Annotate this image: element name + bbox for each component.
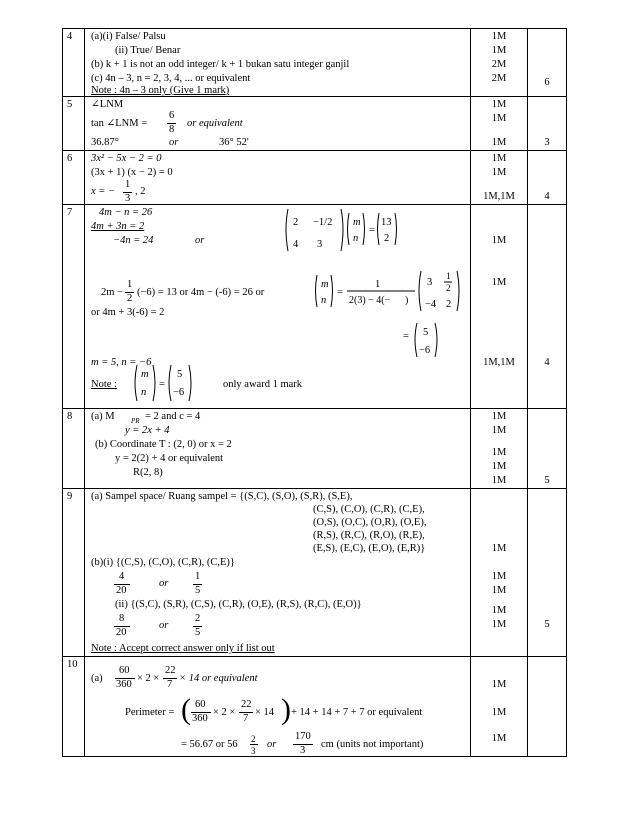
determinant: ) (405, 295, 409, 306)
vector-n: n (141, 387, 147, 398)
question-number: 10 (63, 657, 85, 757)
equals: = (369, 225, 375, 236)
marking-scheme-table (62, 28, 567, 757)
table-row (63, 151, 567, 205)
mark: 1M,1M (483, 191, 515, 202)
answer-line: (−6) = 13 or 4m − (-6) = 26 or (137, 287, 265, 298)
answer-cell (85, 151, 471, 205)
frac-den: 7 (243, 713, 249, 724)
frac-num: 6 (169, 110, 175, 121)
answer-cell (85, 205, 471, 409)
mark: 1M (491, 113, 507, 124)
answer-line: , 2 (135, 186, 146, 197)
answer-line: ∠LNM (91, 99, 124, 110)
inv-a21: −4 (425, 299, 437, 310)
answer-line: (a) (91, 673, 103, 684)
answer-cell (85, 657, 471, 757)
question-number: 4 (63, 29, 85, 97)
answer-line: or (195, 235, 205, 246)
frac-num: 1 (127, 279, 133, 290)
total-marks: 3 (528, 97, 567, 151)
frac-den: 5 (195, 627, 201, 638)
mark: 1M (491, 137, 507, 148)
marks-cell (471, 205, 528, 409)
inv-a12: 1 (446, 272, 451, 282)
vector-n: n (321, 295, 327, 306)
frac-num: 22 (165, 665, 176, 676)
equals: = (337, 287, 343, 298)
answer-line: (C,S), (C,O), (C,R), (C,E), (313, 504, 425, 515)
answer-line: or (159, 578, 169, 589)
frac-num: 8 (119, 613, 125, 624)
equals: = (403, 331, 409, 342)
answer-line: (ii) True/ Benar (115, 45, 181, 56)
answer-line: (R,S), (R,C), (R,O), (R,E), (313, 530, 425, 541)
table-row (63, 97, 567, 151)
frac-num: 1 (375, 279, 381, 290)
answer-line: y = 2(2) + 4 or equivalent (115, 453, 224, 464)
answer-line: (3x + 1) (x − 2) = 0 (91, 167, 173, 178)
answer-line: tan ∠LNM = (91, 118, 148, 129)
mark: 1M (491, 153, 507, 164)
marks-cell (471, 657, 528, 757)
mark: 1M (491, 733, 507, 744)
frac-den: 3 (125, 193, 131, 204)
rhs-13: 13 (381, 217, 392, 228)
frac-den: 20 (116, 585, 127, 596)
answer-line: (a) M (91, 411, 115, 422)
mark: 1M (491, 543, 507, 554)
frac-den: 360 (116, 679, 132, 690)
frac-num: 1 (125, 179, 131, 190)
table-row (63, 409, 567, 489)
mark: 1M (491, 425, 507, 436)
inv-a22: 2 (446, 299, 452, 310)
table-row (63, 29, 567, 97)
marks-cell (471, 489, 528, 657)
total-marks: 6 (528, 29, 567, 97)
frac-den: 3 (251, 746, 256, 756)
answer-line: or (267, 739, 277, 750)
matrix-equation (281, 205, 401, 253)
answer-line: × 14 or equivalent (179, 673, 258, 684)
vector-m: m (141, 369, 149, 380)
answer-line: y = 2x + 4 (125, 425, 170, 436)
frac-num: 22 (241, 699, 252, 710)
mark: 1M (491, 571, 507, 582)
mark: 1M (491, 411, 507, 422)
res-5: 5 (177, 369, 183, 380)
matrix-a12: −1/2 (313, 217, 333, 228)
question-number: 7 (63, 205, 85, 409)
total-marks: 4 (528, 205, 567, 409)
answer-line: (b) k + 1 is not an odd integer/ k + 1 bukan satu integer ganjil (91, 59, 350, 70)
rhs-2: 2 (384, 233, 390, 244)
answer-line: (ii) {(S,C), (S,R), (C,S), (C,R), (O,E), (R,S), (R,C), (E,O)} (115, 599, 362, 610)
answer-line: × 14 (255, 707, 275, 718)
frac-num: 1 (195, 571, 201, 582)
answer-line: + 14 + 14 + 7 + 7 or equivalent (291, 707, 423, 718)
inv-a12-den: 2 (446, 284, 451, 294)
mark: 1M (491, 99, 507, 110)
answer-line: (b) Coordinate T : (2, 0) or x = 2 (95, 439, 232, 450)
marks-cell (471, 409, 528, 489)
left-paren: ( (181, 693, 191, 726)
answer-cell (85, 409, 471, 489)
table-row (63, 657, 567, 757)
answer-cell (85, 97, 471, 151)
vector-m: m (353, 217, 361, 228)
answer-line: 36.87° (91, 137, 119, 148)
total-marks: 5 (528, 489, 567, 657)
inv-a11: 3 (427, 277, 433, 288)
determinant: 2(3) − 4(− (349, 295, 391, 306)
vector-n: n (353, 233, 359, 244)
total-marks: 4 (528, 151, 567, 205)
answer-line: = 56.67 or 56 (181, 739, 238, 750)
answer-line: (a) Sampel space/ Ruang sampel = {(S,C), (S,O), (S,R), (S,E), (91, 491, 353, 502)
matrix-a22: 3 (317, 239, 323, 250)
matrix-a21: 4 (293, 239, 299, 250)
answer-line: 4m + 3n = 2 (91, 221, 145, 232)
inverse-matrix (313, 267, 469, 367)
frac-num: 170 (295, 731, 311, 742)
question-number: 8 (63, 409, 85, 489)
frac-den: 5 (195, 585, 201, 596)
mark: 1M,1M (483, 357, 515, 368)
mark: 1M (491, 461, 507, 472)
total-marks: 5 (528, 409, 567, 489)
total-marks (528, 657, 567, 757)
frac-den: 2 (127, 293, 133, 304)
marks-cell (471, 29, 528, 97)
note-matrix (133, 363, 223, 405)
answer-line: (b)(i) {(C,S), (C,O), (C,R), (C,E)} (91, 557, 235, 568)
answer-line: (a)(i) False/ Palsu (91, 31, 166, 42)
answer-cell (85, 29, 471, 97)
answer-line: cm (units not important) (321, 739, 424, 750)
answer-line: (c) 4n – 3, n = 2, 3, 4, ... or equivalent (91, 73, 251, 84)
marks-cell (471, 151, 528, 205)
marks-cell (471, 97, 528, 151)
frac-num: 2 (251, 734, 256, 744)
res-5: 5 (423, 327, 429, 338)
answer-line: m = 5, n = −6 (91, 357, 152, 368)
question-number: 6 (63, 151, 85, 205)
mark: 1M (491, 605, 507, 616)
note-line: Note : (91, 379, 117, 390)
frac-den: 20 (116, 627, 127, 638)
frac-num: 2 (195, 613, 201, 624)
mark: 1M (491, 679, 507, 690)
frac-den: 360 (192, 713, 208, 724)
answer-line: 3x² − 5x − 2 = 0 (91, 153, 162, 164)
equals: = (159, 379, 165, 390)
answer-line: or 4m + 3(-6) = 2 (91, 307, 165, 318)
res-neg6: −6 (419, 345, 431, 356)
mark: 1M (491, 167, 507, 178)
mark: 1M (491, 707, 507, 718)
answer-line: or (169, 137, 179, 148)
answer-line: × 2 × (213, 707, 236, 718)
answer-line: −4n = 24 (113, 235, 154, 246)
question-number: 5 (63, 97, 85, 151)
mark: 2M (491, 73, 507, 84)
mark: 1M (491, 277, 507, 288)
table-row (63, 489, 567, 657)
vector-m: m (321, 279, 329, 290)
mark: 1M (491, 619, 507, 630)
note-line: Note : 4n – 3 only (Give 1 mark) (91, 85, 230, 96)
answer-line: = 2 and c = 4 (145, 411, 201, 422)
right-paren: ) (281, 693, 291, 726)
mark: 1M (491, 447, 507, 458)
mark: 2M (491, 59, 507, 70)
answer-line: × 2 × (137, 673, 160, 684)
table-row (63, 205, 567, 409)
answer-line: 4m − n = 26 (99, 207, 153, 218)
frac-den: 7 (167, 679, 173, 690)
note-line: Note : Accept correct answer only if list out (91, 643, 275, 654)
answer-line: 36° 52' (219, 137, 249, 148)
mark: 1M (491, 475, 507, 486)
mark: 1M (491, 235, 507, 246)
answer-cell (85, 489, 471, 657)
res-neg6: −6 (173, 387, 185, 398)
answer-line: or equivalent (187, 118, 243, 129)
answer-line: or (159, 620, 169, 631)
frac-den: 8 (169, 124, 175, 135)
frac-num: 60 (195, 699, 206, 710)
answer-line: 2m − (101, 287, 123, 298)
mark: 1M (491, 585, 507, 596)
answer-line: only award 1 mark (223, 379, 303, 390)
frac-num: 60 (119, 665, 130, 676)
answer-line: (E,S), (E,C), (E,O), (E,R)} (313, 543, 426, 554)
mark: 1M (491, 45, 507, 56)
frac-den: 3 (300, 745, 306, 756)
answer-line: (O,S), (O,C), (O,R), (O,E), (313, 517, 427, 528)
subscript: PR (131, 417, 140, 425)
mark: 1M (491, 31, 507, 42)
frac-num: 4 (119, 571, 125, 582)
answer-line: R(2, 8) (133, 467, 163, 478)
question-number: 9 (63, 489, 85, 657)
answer-line: x = − (91, 186, 116, 197)
answer-line: Perimeter = (125, 707, 175, 718)
matrix-a11: 2 (293, 217, 299, 228)
